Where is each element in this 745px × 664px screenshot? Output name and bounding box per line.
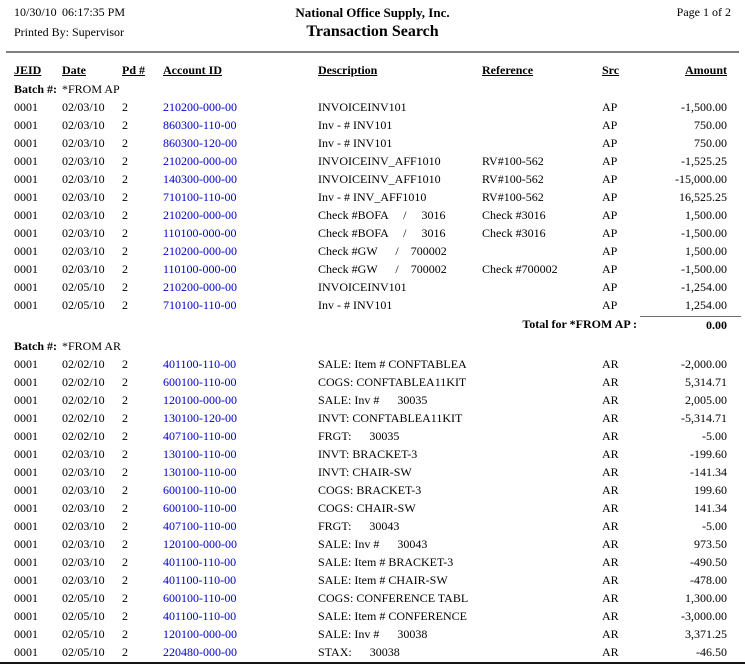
description-cell: SALE: Item # CHAIR-SW [318,573,448,587]
description-cell: SALE: Inv # 30043 [318,537,428,551]
header-divider [6,51,739,53]
description-cell: SALE: Inv # 30038 [318,627,428,641]
date-cell: 02/03/10 [62,136,105,150]
total-amount: 0.00 [640,316,741,334]
account-id-link[interactable]: 860300-120-00 [163,136,237,150]
jeid-cell: 0001 [14,483,38,497]
date-cell: 02/03/10 [62,172,105,186]
report-header [0,0,745,51]
description-cell: INVOICEINV101 [318,100,407,114]
pd-cell: 2 [122,573,128,587]
date-cell: 02/03/10 [62,244,105,258]
description-cell: INVT: BRACKET-3 [318,447,418,461]
date-cell: 02/05/10 [62,591,105,605]
transaction-row [0,607,745,625]
date-cell: 02/02/10 [62,429,105,443]
account-id-link[interactable]: 600100-110-00 [163,501,237,515]
src-cell: AR [602,483,619,497]
account-id-cell [163,409,318,427]
account-id-link[interactable]: 860300-110-00 [163,118,237,132]
reference-cell: Check #3016 [482,226,546,240]
pd-cell: 2 [122,190,128,204]
pd-cell: 2 [122,411,128,425]
pd-cell: 2 [122,393,128,407]
date-cell: 02/03/10 [62,100,105,114]
src-cell: AR [602,645,619,659]
jeid-cell: 0001 [14,118,38,132]
account-id-cell [163,517,318,535]
transaction-row [0,553,745,571]
src-cell: AP [602,208,618,222]
pd-cell: 2 [122,208,128,222]
account-id-cell [163,643,318,661]
jeid-cell: 0001 [14,537,38,551]
jeid-cell: 0001 [14,208,38,222]
column-header-row [0,62,745,78]
amount-cell: 750.00 [694,136,727,150]
jeid-cell: 0001 [14,100,38,114]
amount-cell: -5.00 [702,519,727,533]
col-header-description: Description [318,63,378,77]
transaction-row [0,517,745,535]
pd-cell: 2 [122,357,128,371]
amount-cell: -490.50 [690,555,727,569]
jeid-cell: 0001 [14,645,38,659]
src-cell: AP [602,154,618,168]
amount-cell: -141.34 [690,465,727,479]
description-cell: SALE: Item # CONFTABLEA [318,357,467,371]
account-id-cell [163,481,318,499]
date-cell: 02/03/10 [62,573,105,587]
description-cell: INVOICEINV101 [318,280,407,294]
description-cell: INVOICEINV_AFF1010 [318,172,441,186]
description-cell: FRGT: 30043 [318,519,400,533]
date-cell: 02/03/10 [62,118,105,132]
pd-cell: 2 [122,375,128,389]
jeid-cell: 0001 [14,519,38,533]
transaction-row [0,116,745,134]
amount-cell: -1,525.25 [681,154,727,168]
date-cell: 02/02/10 [62,393,105,407]
jeid-cell: 0001 [14,190,38,204]
amount-cell: -5,314.71 [681,411,727,425]
pd-cell: 2 [122,154,128,168]
amount-cell: 16,525.25 [679,190,727,204]
account-id-cell [163,463,318,481]
amount-cell: 750.00 [694,118,727,132]
transaction-row [0,391,745,409]
transaction-row [0,134,745,152]
account-id-link[interactable]: 600100-110-00 [163,483,237,497]
amount-cell: -1,500.00 [681,262,727,276]
col-header-date: Date [62,63,86,77]
batch-section [0,337,745,661]
jeid-cell: 0001 [14,154,38,168]
account-id-cell [163,607,318,625]
src-cell: AR [602,555,619,569]
description-cell: SALE: Inv # 30035 [318,393,428,407]
account-id-link[interactable]: 210200-000-00 [163,100,237,114]
date-cell: 02/03/10 [62,501,105,515]
description-cell: COGS: CONFERENCE TABL [318,591,469,605]
account-id-link[interactable]: 600100-110-00 [163,375,237,389]
src-cell: AP [602,226,618,240]
pd-cell: 2 [122,136,128,150]
transaction-row [0,373,745,391]
pd-cell: 2 [122,501,128,515]
pd-cell: 2 [122,118,128,132]
account-id-cell [163,553,318,571]
amount-cell: 199.60 [694,483,727,497]
jeid-cell: 0001 [14,465,38,479]
account-id-link[interactable]: 120100-000-00 [163,627,237,641]
account-id-cell [163,535,318,553]
batch-label: Batch #: [14,339,57,353]
account-id-link[interactable]: 220480-000-00 [163,645,237,659]
batch-label: Batch #: [14,82,57,96]
pd-cell: 2 [122,483,128,497]
account-id-link[interactable]: 401100-110-00 [163,357,237,371]
batch-section [0,80,745,335]
date-cell: 02/03/10 [62,465,105,479]
date-cell: 02/05/10 [62,280,105,294]
amount-cell: -5.00 [702,429,727,443]
account-id-link[interactable]: 210200-000-00 [163,208,237,222]
jeid-cell: 0001 [14,591,38,605]
account-id-cell [163,134,318,152]
date-cell: 02/05/10 [62,609,105,623]
description-cell: SALE: Item # BRACKET-3 [318,555,454,569]
description-cell: INVT: CONFTABLEA11KIT [318,411,463,425]
account-id-cell [163,427,318,445]
amount-cell: -478.00 [690,573,727,587]
description-cell: STAX: 30038 [318,645,400,659]
pd-cell: 2 [122,244,128,258]
transaction-row [0,571,745,589]
amount-cell: 3,371.25 [685,627,727,641]
reference-cell: RV#100-562 [482,154,544,168]
date-cell: 02/03/10 [62,555,105,569]
account-id-link[interactable]: 120100-000-00 [163,537,237,551]
amount-cell: -2,000.00 [681,357,727,371]
transaction-row [0,98,745,116]
account-id-cell [163,98,318,116]
date-cell: 02/03/10 [62,226,105,240]
transaction-row [0,206,745,224]
jeid-cell: 0001 [14,429,38,443]
src-cell: AR [602,357,619,371]
transaction-row [0,170,745,188]
batch-name: *FROM AR [62,339,122,353]
description-cell: Check #GW / 700002 [318,262,447,276]
transaction-row [0,589,745,607]
src-cell: AP [602,172,618,186]
date-cell: 02/02/10 [62,411,105,425]
description-cell: FRGT: 30035 [318,429,400,443]
account-id-link[interactable]: 210200-000-00 [163,244,237,258]
account-id-link[interactable]: 110100-000-00 [163,226,237,240]
amount-cell: 1,500.00 [685,244,727,258]
account-id-cell [163,391,318,409]
date-cell: 02/03/10 [62,447,105,461]
amount-cell: -1,254.00 [681,280,727,294]
account-id-link[interactable]: 407100-110-00 [163,429,237,443]
src-cell: AP [602,190,618,204]
src-cell: AR [602,429,619,443]
account-id-cell [163,116,318,134]
account-id-link[interactable]: 210200-000-00 [163,154,237,168]
amount-cell: 5,314.71 [685,375,727,389]
jeid-cell: 0001 [14,357,38,371]
jeid-cell: 0001 [14,375,38,389]
src-cell: AP [602,298,618,312]
printed-by: Printed By: Supervisor [14,25,124,39]
jeid-cell: 0001 [14,447,38,461]
account-id-cell [163,589,318,607]
pd-cell: 2 [122,627,128,641]
jeid-cell: 0001 [14,627,38,641]
reference-cell: RV#100-562 [482,190,544,204]
src-cell: AR [602,465,619,479]
amount-cell: 1,254.00 [685,298,727,312]
transaction-row [0,296,745,314]
jeid-cell: 0001 [14,136,38,150]
transaction-row [0,445,745,463]
account-id-link[interactable]: 401100-110-00 [163,555,237,569]
description-cell: COGS: CONFTABLEA11KIT [318,375,467,389]
description-cell: INVT: CHAIR-SW [318,465,412,479]
jeid-cell: 0001 [14,244,38,258]
account-id-cell [163,152,318,170]
pd-cell: 2 [122,172,128,186]
transaction-row [0,463,745,481]
account-id-link[interactable]: 130100-110-00 [163,465,237,479]
src-cell: AP [602,100,618,114]
amount-cell: -15,000.00 [675,172,727,186]
pd-cell: 2 [122,298,128,312]
src-cell: AR [602,411,619,425]
src-cell: AR [602,375,619,389]
description-cell: Check #BOFA / 3016 [318,208,446,222]
pd-cell: 2 [122,100,128,114]
transaction-row [0,427,745,445]
account-id-cell [163,188,318,206]
account-id-cell [163,278,318,296]
batch-header-row [0,80,745,98]
pd-cell: 2 [122,519,128,533]
page-indicator: Page 1 of 2 [676,5,731,19]
jeid-cell: 0001 [14,609,38,623]
col-header-pd: Pd # [122,63,146,77]
src-cell: AP [602,136,618,150]
batch-header-row [0,337,745,355]
report-date: 10/30/10 [14,5,57,19]
account-id-link[interactable]: 600100-110-00 [163,591,237,605]
src-cell: AP [602,262,618,276]
account-id-link[interactable]: 110100-000-00 [163,262,237,276]
date-cell: 02/03/10 [62,190,105,204]
amount-cell: -1,500.00 [681,226,727,240]
pd-cell: 2 [122,465,128,479]
report-time: 06:17:35 PM [62,5,126,19]
account-id-link[interactable]: 710100-110-00 [163,190,237,204]
transaction-row [0,260,745,278]
company-name: National Office Supply, Inc. [295,5,450,20]
account-id-link[interactable]: 120100-000-00 [163,393,237,407]
reference-cell: Check #700002 [482,262,558,276]
reference-cell: RV#100-562 [482,172,544,186]
transaction-row [0,188,745,206]
col-header-reference: Reference [482,63,534,77]
description-cell: COGS: BRACKET-3 [318,483,422,497]
src-cell: AR [602,627,619,641]
jeid-cell: 0001 [14,280,38,294]
jeid-cell: 0001 [14,172,38,186]
src-cell: AR [602,573,619,587]
amount-cell: -3,000.00 [681,609,727,623]
date-cell: 02/02/10 [62,357,105,371]
description-cell: Inv - # INV101 [318,298,393,312]
pd-cell: 2 [122,555,128,569]
reference-cell: Check #3016 [482,208,546,222]
transaction-row [0,535,745,553]
amount-cell: -46.50 [696,645,727,659]
account-id-cell [163,242,318,260]
jeid-cell: 0001 [14,226,38,240]
date-cell: 02/05/10 [62,645,105,659]
pd-cell: 2 [122,280,128,294]
transaction-row [0,481,745,499]
transaction-row [0,278,745,296]
src-cell: AR [602,537,619,551]
pd-cell: 2 [122,609,128,623]
col-header-jeid: JEID [14,63,42,77]
pd-cell: 2 [122,447,128,461]
src-cell: AR [602,501,619,515]
pd-cell: 2 [122,429,128,443]
date-cell: 02/03/10 [62,519,105,533]
amount-cell: 1,300.00 [685,591,727,605]
description-cell: Inv - # INV101 [318,118,393,132]
src-cell: AR [602,591,619,605]
account-id-cell [163,224,318,242]
date-cell: 02/03/10 [62,537,105,551]
account-id-cell [163,355,318,373]
col-header-account-id: Account ID [163,63,222,77]
src-cell: AP [602,280,618,294]
account-id-link[interactable]: 407100-110-00 [163,519,237,533]
amount-cell: 2,005.00 [685,393,727,407]
amount-cell: 973.50 [694,537,727,551]
src-cell: AR [602,447,619,461]
date-cell: 02/03/10 [62,154,105,168]
description-cell: COGS: CHAIR-SW [318,501,416,515]
src-cell: AR [602,393,619,407]
transaction-row [0,643,745,661]
description-cell: Check #GW / 700002 [318,244,447,258]
amount-cell: -1,500.00 [681,100,727,114]
account-id-link[interactable]: 130100-110-00 [163,447,237,461]
description-cell: INVOICEINV_AFF1010 [318,154,441,168]
src-cell: AR [602,609,619,623]
date-cell: 02/03/10 [62,483,105,497]
date-cell: 02/05/10 [62,627,105,641]
col-header-src: Src [602,63,620,77]
batch-total-row [0,316,745,335]
account-id-link[interactable]: 140300-000-00 [163,172,237,186]
src-cell: AP [602,118,618,132]
description-cell: SALE: Item # CONFERENCE [318,609,467,623]
pd-cell: 2 [122,226,128,240]
description-cell: Inv - # INV101 [318,136,393,150]
date-cell: 02/05/10 [62,298,105,312]
account-id-cell [163,445,318,463]
col-header-amount: Amount [684,63,727,77]
account-id-link[interactable]: 130100-120-00 [163,411,237,425]
account-id-cell [163,170,318,188]
transaction-row [0,409,745,427]
account-id-cell [163,260,318,278]
transaction-row [0,499,745,517]
jeid-cell: 0001 [14,411,38,425]
transaction-row [0,242,745,260]
date-cell: 02/03/10 [62,262,105,276]
description-cell: Check #BOFA / 3016 [318,226,446,240]
amount-cell: 141.34 [694,501,727,515]
account-id-link[interactable]: 401100-110-00 [163,573,237,587]
pd-cell: 2 [122,262,128,276]
src-cell: AR [602,519,619,533]
account-id-cell [163,499,318,517]
amount-cell: -199.60 [690,447,727,461]
amount-cell: 1,500.00 [685,208,727,222]
account-id-cell [163,373,318,391]
description-cell: Inv - # INV_AFF1010 [318,190,427,204]
jeid-cell: 0001 [14,298,38,312]
src-cell: AP [602,244,618,258]
account-id-cell [163,625,318,643]
account-id-link[interactable]: 710100-110-00 [163,298,237,312]
date-cell: 02/03/10 [62,208,105,222]
account-id-cell [163,206,318,224]
account-id-link[interactable]: 210200-000-00 [163,280,237,294]
batch-name: *FROM AP [62,82,120,96]
jeid-cell: 0001 [14,262,38,276]
jeid-cell: 0001 [14,393,38,407]
transaction-row [0,355,745,373]
report-body [0,80,745,661]
pd-cell: 2 [122,591,128,605]
pd-cell: 2 [122,537,128,551]
date-cell: 02/02/10 [62,375,105,389]
jeid-cell: 0001 [14,501,38,515]
transaction-row [0,152,745,170]
total-label: Total for *FROM AP : [522,317,637,331]
jeid-cell: 0001 [14,555,38,569]
transaction-row [0,224,745,242]
transaction-row [0,625,745,643]
account-id-cell [163,296,318,314]
report-title: Transaction Search [306,23,439,40]
jeid-cell: 0001 [14,573,38,587]
account-id-link[interactable]: 401100-110-00 [163,609,237,623]
account-id-cell [163,571,318,589]
pd-cell: 2 [122,645,128,659]
